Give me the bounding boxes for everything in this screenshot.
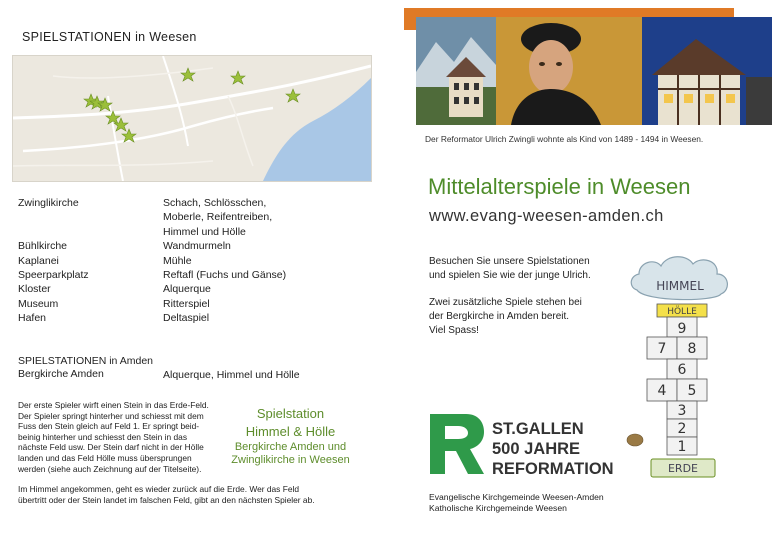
logo-line-3: REFORMATION xyxy=(492,460,614,478)
visit-line: und spielen Sie wie der junge Ulrich. xyxy=(429,270,591,281)
left-title: SPIELSTATIONEN in Weesen xyxy=(22,30,197,44)
photo-zwingli-portrait xyxy=(496,17,642,125)
hop-earth-label: ERDE xyxy=(667,462,699,475)
rules-line: nächste Feld usw. Der Stein darf nicht in der Hölle xyxy=(18,442,204,453)
game-list xyxy=(163,196,286,326)
station-line-2: Zwinglikirche in Weesen xyxy=(231,454,350,466)
rules-line: beinig hinterher und schiesst den Stein in das xyxy=(18,431,188,442)
hopscotch-drawing xyxy=(625,252,735,484)
station-line-1: Bergkirche Amden und xyxy=(234,441,347,453)
extra-line: der Bergkirche in Amden bereit. xyxy=(429,311,570,322)
header-photos xyxy=(416,17,772,125)
rules-text-end xyxy=(18,484,363,505)
photo-collage xyxy=(416,17,772,125)
footer-line: Evangelische Kirchgemeinde Weesen-Amden xyxy=(429,492,604,502)
photo-timbered-house xyxy=(642,17,772,125)
location-item: Zwinglikirche xyxy=(18,197,79,209)
logo-line-1: ST.GALLEN xyxy=(492,420,584,438)
amden-place: Bergkirche Amden xyxy=(18,368,104,380)
location-item: Museum xyxy=(18,297,59,310)
rules-line: Im Himmel angekommen, geht es wieder zurück auf die Erde. Wer das Feld xyxy=(18,484,299,494)
station-map xyxy=(12,55,372,182)
photo-caption: Der Reformator Ulrich Zwingli wohnte als Kind von 1489 - 1494 in Weesen. xyxy=(425,134,704,144)
location-item: Kloster xyxy=(18,283,51,296)
hop-num-8: 8 xyxy=(687,341,697,357)
location-list xyxy=(18,196,89,326)
hop-num-3: 3 xyxy=(677,403,687,419)
main-title: Mittelalterspiele in Weesen xyxy=(428,174,691,199)
game-item: Ritterspiel xyxy=(163,297,210,310)
amden-title: SPIELSTATIONEN in Amden xyxy=(18,355,153,367)
hop-num-5: 5 xyxy=(687,383,697,399)
hop-num-6: 6 xyxy=(677,362,687,378)
hop-num-9: 9 xyxy=(677,321,687,337)
hopscotch-graphic xyxy=(625,252,735,484)
station-box xyxy=(228,405,353,467)
rules-line: Der erste Spieler wirft einen Stein in das Erde-Feld. xyxy=(18,400,209,410)
location-item: Speerparkplatz xyxy=(18,269,89,282)
hop-heaven-label: HIMMEL xyxy=(656,279,704,293)
hop-hell-label: HÖLLE xyxy=(667,307,697,317)
footer-text xyxy=(429,492,604,514)
hop-num-4: 4 xyxy=(657,383,667,399)
game-item: Himmel und Hölle xyxy=(163,225,246,238)
logo-graphic xyxy=(428,410,618,480)
hop-num-7: 7 xyxy=(657,341,667,357)
amden-section xyxy=(18,355,153,381)
hop-num-1: 1 xyxy=(677,439,687,455)
rules-line: landen und das Feld Hölle muss übersprungen xyxy=(18,452,192,463)
location-item: Kaplanei xyxy=(18,254,59,267)
game-item: Reftafl (Fuchs und Gänse) xyxy=(163,269,287,282)
game-item: Alquerque xyxy=(163,283,211,296)
stgallen-reformation-logo xyxy=(428,410,618,480)
rules-line: Fuss den Stein gleich auf Feld 1. Er springt beid- xyxy=(18,421,200,432)
map-graphic xyxy=(13,56,371,181)
game-item: Schach, Schlösschen, xyxy=(163,197,267,209)
location-item xyxy=(18,225,89,239)
extra-games-text xyxy=(429,296,629,338)
game-item: Mühle xyxy=(163,254,192,267)
game-item: Deltaspiel xyxy=(163,312,210,325)
photo-village xyxy=(416,17,496,125)
extra-line: Zwei zusätzliche Spiele stehen bei xyxy=(429,297,582,308)
amden-games: Alquerque, Himmel und Hölle xyxy=(163,369,300,381)
rules-line: werden (siehe auch Zeichnung auf der Titelseite). xyxy=(18,463,202,474)
location-item: Bühlkirche xyxy=(18,240,68,253)
location-item xyxy=(18,210,89,224)
website-url[interactable]: www.evang-weesen-amden.ch xyxy=(429,207,664,225)
visit-line: Besuchen Sie unsere Spielstationen xyxy=(429,256,590,267)
footer-line: Katholische Kirchgemeinde Weesen xyxy=(429,503,567,513)
game-item: Wandmurmeln xyxy=(163,240,231,253)
station-title: Spielstation xyxy=(256,406,325,421)
hop-num-2: 2 xyxy=(677,421,687,437)
visit-text xyxy=(429,255,629,283)
location-item: Hafen xyxy=(18,312,47,325)
logo-line-2: 500 JAHRE xyxy=(492,440,581,458)
rules-line: übertritt oder der Stein landet im falschen Feld, gibt an den nächsten Spieler ab. xyxy=(18,494,315,505)
station-subtitle: Himmel & Hölle xyxy=(245,424,336,439)
extra-line: Viel Spass! xyxy=(429,325,479,336)
stone-icon xyxy=(627,434,643,446)
logo-r-icon xyxy=(430,414,484,474)
game-item: Moberle, Reifentreiben, xyxy=(163,211,273,224)
rules-line: Der Spieler springt hinterher und schiesst mit dem xyxy=(18,410,204,421)
